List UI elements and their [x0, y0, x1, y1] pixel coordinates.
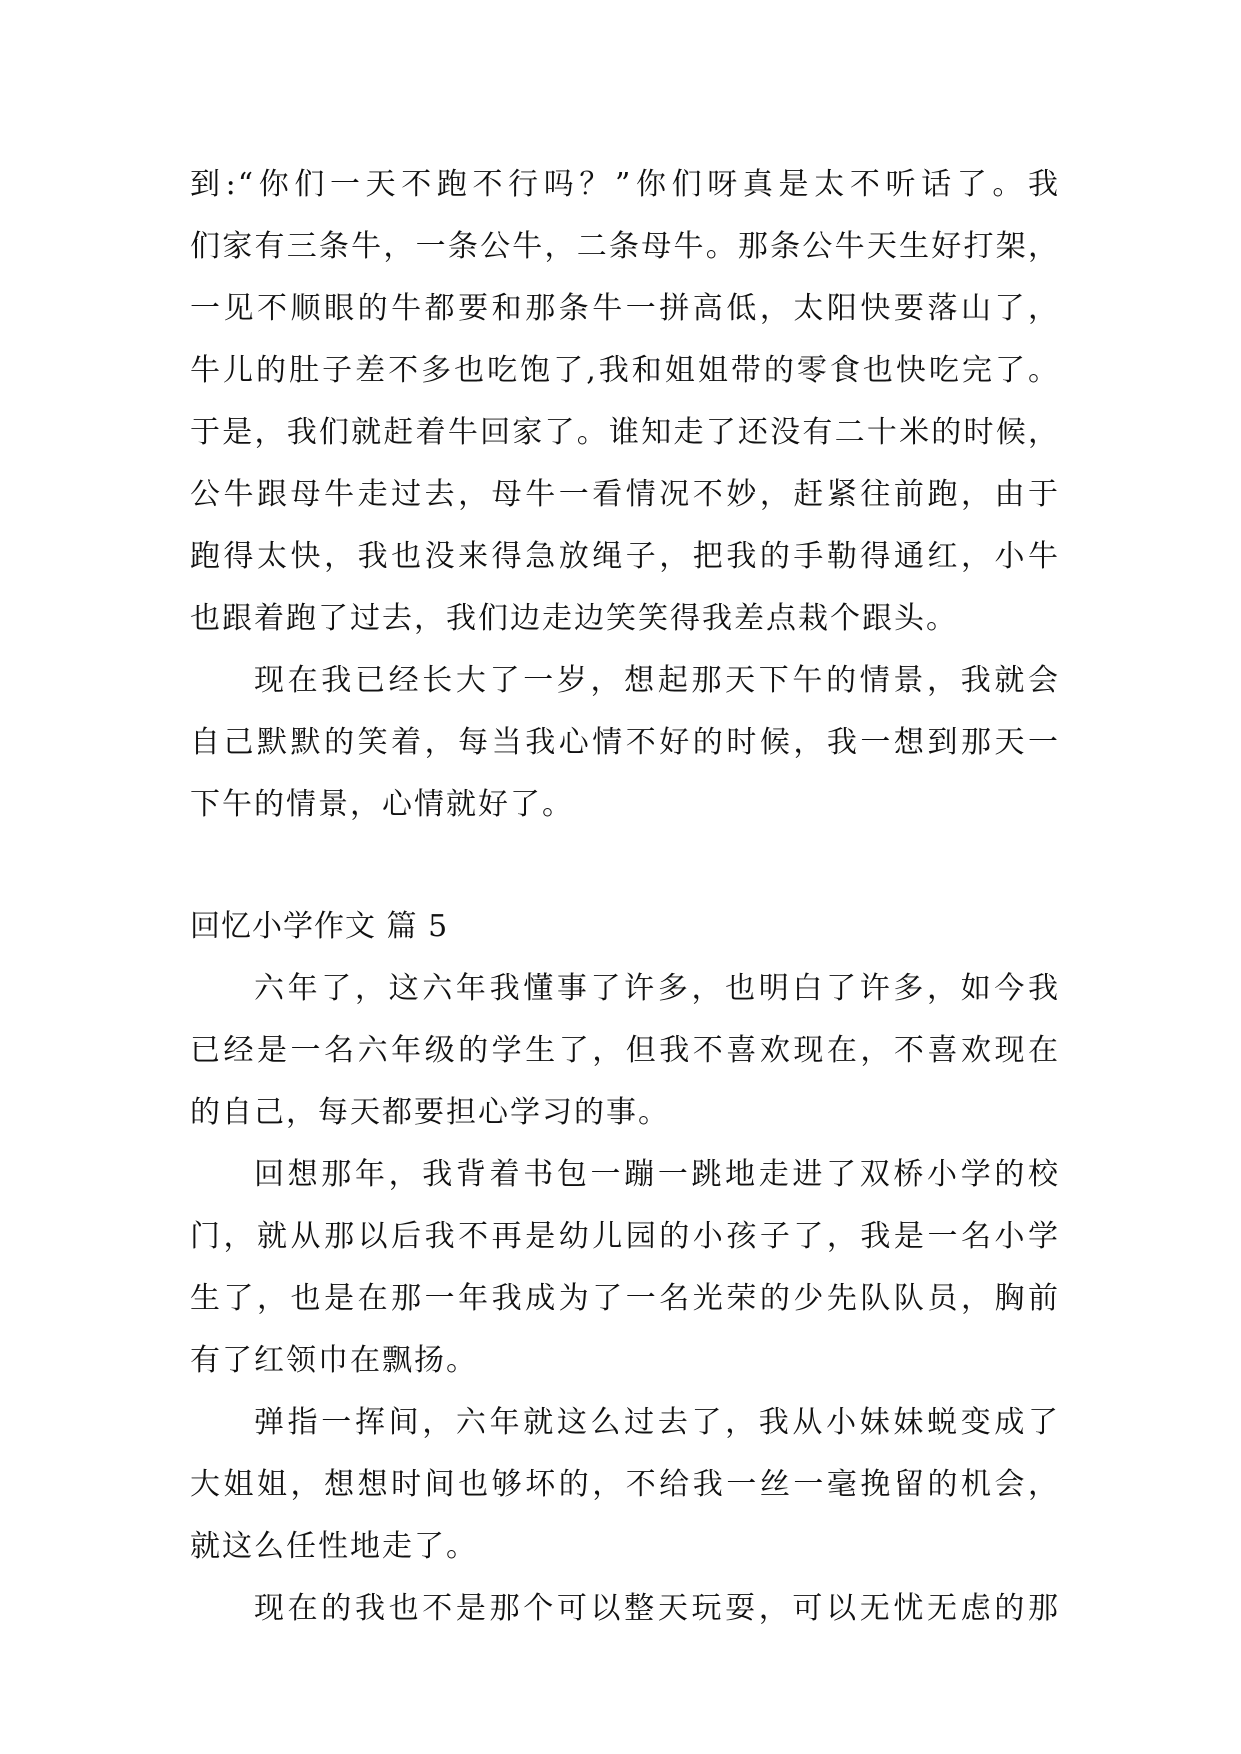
paragraph-time-flies: [190, 1392, 1060, 1578]
text-line: 生了，也是在那一年我成为了一名光荣的少先队队员，胸前: [190, 1281, 1060, 1316]
text-line: 大姐姐，想想时间也够坏的，不给我一丝一毫挽留的机会，: [190, 1467, 1060, 1502]
text-line: 跑得太快，我也没来得急放绳子，把我的手勒得通红，小牛: [190, 539, 1060, 574]
text-line: 也跟着跑了过去，我们边走边笑笑得我差点栽个跟头。: [190, 601, 958, 636]
paragraph-now: [190, 1578, 1060, 1640]
text-line: 到:“你们一天不跑不行吗？”你们呀真是太不听话了。我: [190, 167, 1060, 202]
text-line: 公牛跟母牛走过去，母牛一看情况不妙，赶紧往前跑，由于: [190, 477, 1060, 512]
text-line: 现在的我也不是那个可以整天玩耍，可以无忧无虑的那: [254, 1591, 1060, 1626]
text-line: 自己默默的笑着，每当我心情不好的时候，我一想到那天一: [190, 725, 1060, 760]
paragraph-growing-up: [190, 650, 1060, 836]
text-line: 于是，我们就赶着牛回家了。谁知走了还没有二十米的时候，: [190, 415, 1060, 450]
text-line: 六年了，这六年我懂事了许多，也明白了许多，如今我: [254, 971, 1060, 1006]
text-line: 就这么任性地走了。: [190, 1529, 478, 1564]
document-page: [190, 154, 1060, 1640]
text-line: 有了红领巾在飘扬。: [190, 1343, 478, 1378]
text-line: 弹指一挥间，六年就这么过去了，我从小妹妹蜕变成了: [254, 1405, 1060, 1440]
text-line: 已经是一名六年级的学生了，但我不喜欢现在，不喜欢现在: [190, 1033, 1060, 1068]
paragraph-six-years: [190, 958, 1060, 1144]
text-line: 回想那年，我背着书包一蹦一跳地走进了双桥小学的校: [254, 1157, 1060, 1192]
text-line: 的自己，每天都要担心学习的事。: [190, 1095, 670, 1130]
text-line: 一见不顺眼的牛都要和那条牛一拼高低，太阳快要落山了，: [190, 291, 1060, 326]
text-line: 牛儿的肚子差不多也吃饱了,我和姐姐带的零食也快吃完了。: [190, 353, 1060, 388]
text-line: 现在我已经长大了一岁，想起那天下午的情景，我就会: [254, 663, 1060, 698]
paragraph-cattle-story: [190, 154, 1060, 650]
text-line: 门，就从那以后我不再是幼儿园的小孩子了，我是一名小学: [190, 1219, 1060, 1254]
text-line: 下午的情景，心情就好了。: [190, 787, 574, 822]
text-line: 们家有三条牛，一条公牛，二条母牛。那条公牛天生好打架，: [190, 229, 1060, 264]
section-gap: [190, 836, 1060, 896]
paragraph-recall: [190, 1144, 1060, 1392]
section-heading: 回忆小学作文 篇 5: [190, 909, 449, 944]
